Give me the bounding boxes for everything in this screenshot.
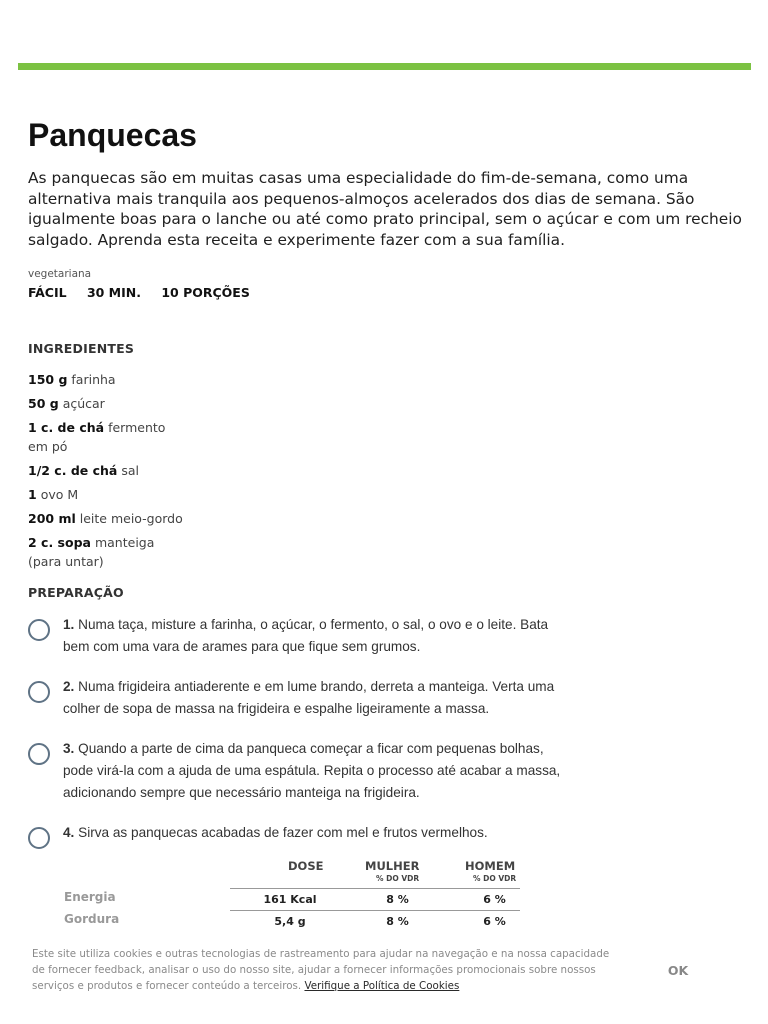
cookie-ok-button[interactable]: OK: [660, 960, 696, 980]
accent-bar: [18, 63, 751, 70]
nutrition-woman: 8 %: [386, 915, 409, 928]
step-number: 4.: [63, 825, 75, 840]
ingredient-item: [28, 485, 188, 504]
step-checkbox[interactable]: [28, 619, 50, 641]
step-number: 2.: [63, 679, 75, 694]
step-text: Sirva as panquecas acabadas de fazer com mel e frutos vermelhos.: [78, 825, 488, 840]
difficulty-label: FÁCIL: [28, 285, 67, 300]
ingredient-name: sal: [121, 463, 139, 478]
step-text: Quando a parte de cima da panqueca começar a ficar com pequenas bolhas, pode virá-la com a ajuda de uma espátula. Repita o processo até acabar a massa, adicionando sempre que necessário manteiga na frigideira.: [63, 741, 561, 800]
ingredients-heading: INGREDIENTES: [28, 341, 135, 356]
nutrition-row-label: Gordura: [64, 912, 120, 926]
cookie-banner: [0, 938, 768, 1024]
nutrition-man: 6 %: [483, 915, 506, 928]
ingredient-item: [28, 394, 188, 413]
ingredient-qty: 1: [28, 487, 37, 502]
step-text: Numa taça, misture a farinha, o açúcar, o fermento, o sal, o ovo e o leite. Bata bem com uma vara de arames para que fique sem grumos.: [63, 617, 549, 654]
ingredient-qty: 200 ml: [28, 511, 76, 526]
cookie-policy-link[interactable]: Verifique a Política de Cookies: [304, 980, 460, 992]
ingredient-qty: 2 c. sopa: [28, 535, 91, 550]
nutrition-header-dose: DOSE: [288, 859, 324, 873]
step-checkbox[interactable]: [28, 681, 50, 703]
step-item: [28, 738, 568, 804]
ingredient-qty: 50 g: [28, 396, 59, 411]
nutrition-divider: [230, 888, 520, 889]
ingredient-item: [28, 509, 188, 528]
ingredients-list: [28, 370, 188, 576]
nutrition-header-woman: MULHER: [365, 859, 420, 873]
ingredient-name: ovo M: [40, 487, 79, 502]
step-checkbox[interactable]: [28, 827, 50, 849]
preparation-steps: [28, 614, 568, 844]
nutrition-divider: [230, 910, 520, 911]
ingredient-item: [28, 461, 188, 480]
ingredient-qty: 150 g: [28, 372, 68, 387]
page-title: Panquecas: [28, 117, 197, 153]
recipe-intro: As panquecas são em muitas casas uma especialidade do fim-de-semana, como uma alternativa mais tranquila aos pequenos-almoços acelerados dos dias de semana. São igualmente boas para o lanche ou até como prato principal, sem o açúcar e com um recheio salgado. Aprenda esta receita e experimente fazer com a sua família.: [28, 169, 742, 249]
step-number: 3.: [63, 741, 75, 756]
step-item: [28, 614, 568, 658]
step-number: 1.: [63, 617, 75, 632]
time-label: 30 MIN.: [86, 285, 141, 300]
preparation-heading: PREPARAÇÃO: [28, 585, 124, 600]
step-text: Numa frigideira antiaderente e em lume brando, derreta a manteiga. Verta uma colher de sopa de massa na frigideira e espalhe ligeiramente a massa.: [63, 679, 555, 716]
nutrition-dose: 161 Kcal: [263, 893, 317, 906]
ingredient-qty: 1/2 c. de chá: [28, 463, 118, 478]
ingredient-name: farinha: [71, 372, 116, 387]
nutrition-dose: 5,4 g: [274, 915, 306, 928]
nutrition-vdr-man: % DO VDR: [473, 874, 517, 883]
nutrition-vdr-woman: % DO VDR: [376, 874, 420, 883]
servings-label: 10 PORÇÕES: [161, 285, 250, 300]
nutrition-woman: 8 %: [386, 893, 409, 906]
cookie-text: [32, 946, 622, 994]
step-item: [28, 676, 568, 720]
ingredient-item: [28, 418, 188, 456]
ingredient-qty: 1 c. de chá: [28, 420, 105, 435]
ingredient-name: leite meio-gordo: [79, 511, 183, 526]
cookie-message: Este site utiliza cookies e outras tecnologias de rastreamento para ajudar na navegação e na nossa capacidade de fornecer feedback, analisar o uso do nosso site, ajudar a fornecer informações promocionais sobre nossos serviços e produtos e fornecer conteúdo a terceiros.: [32, 948, 610, 992]
nutrition-man: 6 %: [483, 893, 506, 906]
ingredient-item: [28, 533, 188, 571]
diet-tag: vegetariana: [28, 268, 92, 280]
ingredient-name: manteiga (para untar): [28, 535, 155, 569]
ingredient-name: açúcar: [62, 396, 105, 411]
nutrition-header-man: HOMEM: [465, 859, 516, 873]
recipe-meta: [28, 285, 266, 300]
ingredient-item: [28, 370, 188, 389]
step-item: [28, 822, 568, 844]
ingredient-name: fermento em pó: [28, 420, 166, 454]
nutrition-row-label: Energia: [64, 890, 116, 904]
step-checkbox[interactable]: [28, 743, 50, 765]
